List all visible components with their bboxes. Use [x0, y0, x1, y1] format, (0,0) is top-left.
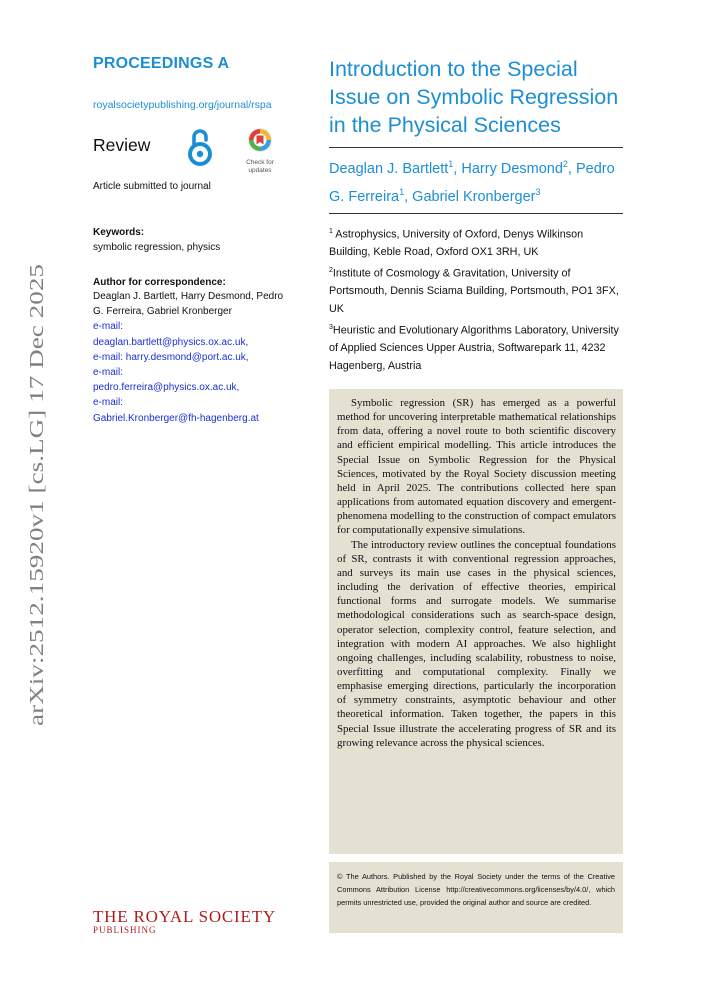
- email-label: e-mail:: [93, 397, 124, 409]
- email-link[interactable]: deaglan.bartlett@physics.ox.ac.uk,: [93, 336, 249, 348]
- abstract-paragraph: Symbolic regression (SR) has emerged as a powerful method for uncovering interpretable mathematical relationships from data, offering a novel route to both scientific discovery and efficient empirical modelling. This article introduces the Special Issue on Symbolic Regression for the Physical Sciences, motivated by the Royal Society discussion meeting held in April 2025. The contributions collected here span applications from automated equation discovery and emergent-phenomena modelling to the construction of compact emulators for computationally expensive simulations.: [337, 397, 616, 537]
- author-affiliation-marker: 3: [535, 186, 541, 197]
- affiliation-list: [329, 223, 623, 376]
- article-type-row: [93, 127, 293, 174]
- journal-name: PROCEEDINGS A: [93, 55, 230, 72]
- author-name: Deaglan J. Bartlett: [329, 160, 449, 177]
- check-updates-label-2: updates: [248, 167, 272, 174]
- email-link[interactable]: e-mail: harry.desmond@port.ac.uk,: [93, 351, 249, 363]
- keywords-text: symbolic regression, physics: [93, 242, 221, 253]
- publisher-name: THE ROYAL SOCIETY: [93, 907, 276, 926]
- affiliation-text: Heuristic and Evolutionary Algorithms Laboratory, University of Applied Sciences Upper Austria, Softwarepark 11, 4232 Hagenberg, Austria: [329, 324, 619, 373]
- email-label: e-mail:: [93, 367, 124, 379]
- journal-url-link[interactable]: royalsocietypublishing.org/journal/rspa: [93, 99, 272, 111]
- submission-note: Article submitted to journal: [93, 181, 211, 192]
- right-column: [329, 55, 623, 376]
- keywords-heading: Keywords:: [93, 227, 145, 238]
- author-affiliation-marker: 1: [448, 159, 454, 169]
- arxiv-stamp-text: arXiv:2512.15920v1 [cs.LG] 17 Dec 2025: [27, 394, 48, 726]
- abstract-paragraph: The introductory review outlines the conceptual foundations of SR, contrasts it with conventional regression approaches, and surveys its main use cases in the physical sciences, including the derivation of effective theories, empirical functional forms and surrogate models. We summarise methodological considerations such as search-space design, operator selection, complexity control, feature selection, and integration with modern AI approaches. We also highlight ongoing challenges, including scalability, robustness to noise, overfitting and computational complexity. Finally we emphasise emerging directions, particularly the incorporation of symmetry constraints, asymptotic behaviour and other theoretical information. Taken together, the papers in this Special Issue illustrate the accelerating progress of SR and its growing relevance across the physical sciences.: [337, 538, 616, 749]
- affiliation-marker: 3: [329, 323, 333, 331]
- check-for-updates-badge[interactable]: [243, 127, 277, 174]
- check-updates-icon: [247, 127, 273, 153]
- affiliation-marker: 1: [329, 227, 333, 235]
- abstract-box: [329, 389, 623, 854]
- affiliation-text: Astrophysics, University of Oxford, Denys Wilkinson Building, Keble Road, Oxford OX1 3RH, UK: [329, 228, 584, 259]
- author-separator: ,: [453, 160, 462, 177]
- affiliation: [329, 262, 623, 319]
- author-name: Harry Desmond: [461, 160, 563, 177]
- affiliation-marker: 2: [329, 266, 333, 274]
- title-divider: [329, 147, 623, 148]
- article-type: Review: [93, 135, 151, 155]
- arxiv-stamp: [27, 264, 49, 726]
- affiliation: [329, 223, 623, 262]
- paper-title: Introduction to the Special Issue on Symbolic Regression in the Physical Sciences: [329, 57, 619, 137]
- email-link[interactable]: Gabriel.Kronberger@fh-hagenberg.at: [93, 412, 259, 424]
- check-updates-label-1: Check for: [246, 159, 274, 166]
- publisher-subtitle: PUBLISHING: [93, 925, 157, 935]
- correspondence-authors: Deaglan J. Bartlett, Harry Desmond, Pedro G. Ferreira, Gabriel Kronberger: [93, 291, 284, 318]
- email-link[interactable]: pedro.ferreira@physics.ox.ac.uk,: [93, 382, 240, 394]
- correspondence-block: [93, 289, 293, 426]
- author-separator: ,: [404, 188, 413, 205]
- author-list: [329, 153, 623, 209]
- license-box: © The Authors. Published by the Royal Society under the terms of the Creative Commons Attribution License http://creativecommons.org/licenses/by/4.0/, which permits unrestricted use, provided the original author and source are credited.: [329, 862, 623, 933]
- open-access-icon: [185, 127, 215, 167]
- email-label: e-mail:: [93, 321, 124, 333]
- author-separator: ,: [567, 160, 576, 177]
- author-affiliation-marker: 2: [562, 159, 568, 169]
- correspondence-heading: Author for correspondence:: [93, 277, 226, 288]
- affiliation: [329, 319, 623, 376]
- royal-society-logo: [93, 907, 276, 935]
- author-affiliation-marker: 1: [399, 186, 405, 197]
- affiliation-text: Institute of Cosmology & Gravitation, University of Portsmouth, Dennis Sciama Building, Portsmouth, PO1 3FX, UK: [329, 267, 619, 316]
- author-name: Gabriel Kronberger: [412, 188, 536, 205]
- author-name: Pedro G. Ferreira: [329, 160, 615, 205]
- left-column: [93, 55, 293, 426]
- author-divider: [329, 213, 623, 214]
